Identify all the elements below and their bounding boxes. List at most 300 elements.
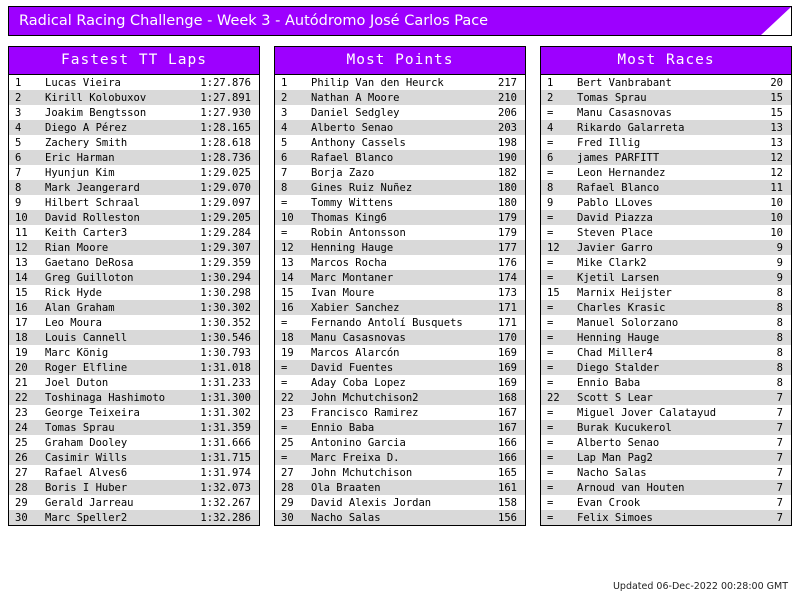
table-row (541, 465, 791, 480)
row-value: 167 (498, 406, 517, 419)
row-position: 27 (281, 466, 294, 479)
table-row (275, 270, 525, 285)
row-position: 19 (15, 346, 28, 359)
row-position: 23 (15, 406, 28, 419)
table-row (275, 405, 525, 420)
row-driver-name: George Teixeira (45, 406, 140, 419)
column-fastest-tt-laps (8, 46, 260, 526)
table-row (541, 420, 791, 435)
row-value: 9 (776, 241, 783, 254)
row-driver-name: Marc Freixa D. (311, 451, 400, 464)
row-driver-name: Marc König (45, 346, 109, 359)
row-position: 16 (281, 301, 294, 314)
row-driver-name: Marnix Heijster (577, 286, 672, 299)
row-position: = (547, 466, 554, 479)
row-driver-name: Rafael Alves6 (45, 466, 128, 479)
table-row (275, 480, 525, 495)
row-driver-name: james PARFITT (577, 151, 660, 164)
row-driver-name: Tomas Sprau (577, 91, 647, 104)
row-value: 1:27.930 (200, 106, 251, 119)
row-position: = (547, 421, 554, 434)
row-driver-name: Philip Van den Heurck (311, 76, 444, 89)
row-position: 6 (547, 151, 554, 164)
row-value: 173 (498, 286, 517, 299)
table-row (9, 195, 259, 210)
row-position: = (547, 481, 554, 494)
row-driver-name: David Rolleston (45, 211, 140, 224)
row-position: 25 (281, 436, 294, 449)
table-row (9, 300, 259, 315)
row-position: 29 (15, 496, 28, 509)
row-driver-name: Leo Moura (45, 316, 102, 329)
row-value: 15 (770, 91, 783, 104)
table-row (541, 75, 791, 90)
row-value: 11 (770, 181, 783, 194)
row-driver-name: Graham Dooley (45, 436, 128, 449)
row-position: 1 (547, 76, 554, 89)
row-driver-name: Nacho Salas (311, 511, 381, 524)
row-value: 13 (770, 136, 783, 149)
row-position: 18 (15, 331, 28, 344)
row-position: 11 (15, 226, 28, 239)
row-value: 8 (776, 301, 783, 314)
row-value: 1:30.302 (200, 301, 251, 314)
table-row (275, 465, 525, 480)
row-position: 4 (281, 121, 288, 134)
table-row (9, 375, 259, 390)
row-driver-name: Tomas Sprau (45, 421, 115, 434)
table-row (9, 330, 259, 345)
row-driver-name: Chad Miller4 (577, 346, 653, 359)
table-row (9, 480, 259, 495)
row-position: 2 (281, 91, 288, 104)
row-driver-name: Rafael Blanco (311, 151, 394, 164)
row-value: 1:29.307 (200, 241, 251, 254)
row-position: 27 (15, 466, 28, 479)
row-driver-name: Ennio Baba (577, 376, 641, 389)
table-row (541, 360, 791, 375)
row-driver-name: Keith Carter3 (45, 226, 128, 239)
row-position: 1 (15, 76, 22, 89)
row-driver-name: Bert Vanbrabant (577, 76, 672, 89)
row-position: 24 (15, 421, 28, 434)
row-position: 17 (15, 316, 28, 329)
table-row (275, 105, 525, 120)
row-driver-name: David Piazza (577, 211, 653, 224)
row-driver-name: Felix Simoes (577, 511, 653, 524)
table-row (541, 345, 791, 360)
title-bar-corner-notch (761, 7, 791, 35)
row-driver-name: Alan Graham (45, 301, 115, 314)
row-value: 1:29.359 (200, 256, 251, 269)
row-value: 169 (498, 361, 517, 374)
row-position: 8 (547, 181, 554, 194)
table-row (541, 90, 791, 105)
table-row (541, 105, 791, 120)
table-row (275, 135, 525, 150)
row-position: 12 (281, 241, 294, 254)
table-row (275, 210, 525, 225)
table-row (9, 450, 259, 465)
row-driver-name: Mike Clark2 (577, 256, 647, 269)
row-driver-name: Burak Kucukerol (577, 421, 672, 434)
row-driver-name: Boris I Huber (45, 481, 128, 494)
table-row (275, 315, 525, 330)
row-value: 7 (776, 406, 783, 419)
row-value: 180 (498, 196, 517, 209)
row-position: = (547, 346, 554, 359)
row-driver-name: Nathan A Moore (311, 91, 400, 104)
row-position: = (547, 256, 554, 269)
table-row (541, 120, 791, 135)
table-row (275, 420, 525, 435)
row-position: 26 (15, 451, 28, 464)
table-row (9, 105, 259, 120)
row-value: 169 (498, 346, 517, 359)
row-position: 20 (15, 361, 28, 374)
row-position: 21 (15, 376, 28, 389)
row-value: 174 (498, 271, 517, 284)
row-position: 5 (281, 136, 288, 149)
row-driver-name: Hyunjun Kim (45, 166, 115, 179)
row-value: 171 (498, 316, 517, 329)
row-driver-name: Joel Duton (45, 376, 109, 389)
row-position: 7 (15, 166, 22, 179)
row-value: 10 (770, 226, 783, 239)
row-position: 16 (15, 301, 28, 314)
row-position: 28 (281, 481, 294, 494)
row-value: 1:30.298 (200, 286, 251, 299)
row-driver-name: Gines Ruiz Nuñez (311, 181, 413, 194)
row-position: = (547, 211, 554, 224)
row-driver-name: Nacho Salas (577, 466, 647, 479)
row-driver-name: Toshinaga Hashimoto (45, 391, 166, 404)
table-row (541, 390, 791, 405)
table-row (9, 150, 259, 165)
row-value: 8 (776, 376, 783, 389)
row-driver-name: Eric Harman (45, 151, 115, 164)
row-value: 203 (498, 121, 517, 134)
table-fastest-tt-laps (9, 75, 259, 525)
row-driver-name: David Alexis Jordan (311, 496, 432, 509)
row-value: 1:31.233 (200, 376, 251, 389)
row-value: 161 (498, 481, 517, 494)
row-driver-name: John Mchutchison2 (311, 391, 419, 404)
table-row (9, 210, 259, 225)
row-driver-name: Henning Hauge (311, 241, 394, 254)
row-driver-name: Rick Hyde (45, 286, 102, 299)
row-position: 12 (547, 241, 560, 254)
row-driver-name: Marc Montaner (311, 271, 394, 284)
table-row (9, 360, 259, 375)
row-driver-name: Thomas King6 (311, 211, 387, 224)
row-driver-name: Xabier Sanchez (311, 301, 400, 314)
table-row (541, 180, 791, 195)
table-row (275, 120, 525, 135)
row-value: 179 (498, 211, 517, 224)
row-driver-name: Daniel Sedgley (311, 106, 400, 119)
row-position: 6 (15, 151, 22, 164)
row-driver-name: Tommy Wittens (311, 196, 394, 209)
table-row (541, 240, 791, 255)
row-position: = (281, 376, 288, 389)
row-driver-name: Leon Hernandez (577, 166, 666, 179)
row-value: 1:30.546 (200, 331, 251, 344)
row-position: 10 (281, 211, 294, 224)
row-position: = (547, 451, 554, 464)
row-position: 15 (15, 286, 28, 299)
row-value: 177 (498, 241, 517, 254)
row-position: 22 (15, 391, 28, 404)
row-value: 20 (770, 76, 783, 89)
row-value: 10 (770, 211, 783, 224)
row-position: = (547, 316, 554, 329)
row-position: 13 (281, 256, 294, 269)
row-position: 8 (15, 181, 22, 194)
row-value: 1:31.359 (200, 421, 251, 434)
row-driver-name: Manu Casasnovas (577, 106, 672, 119)
row-driver-name: Lap Man Pag2 (577, 451, 653, 464)
table-row (275, 300, 525, 315)
table-row (9, 180, 259, 195)
row-value: 1:31.302 (200, 406, 251, 419)
row-position: = (547, 271, 554, 284)
table-row (275, 225, 525, 240)
row-value: 8 (776, 346, 783, 359)
row-driver-name: Rafael Blanco (577, 181, 660, 194)
row-value: 182 (498, 166, 517, 179)
row-value: 156 (498, 511, 517, 524)
row-position: 3 (281, 106, 288, 119)
row-position: 22 (547, 391, 560, 404)
row-value: 217 (498, 76, 517, 89)
table-row (541, 435, 791, 450)
row-value: 165 (498, 466, 517, 479)
row-driver-name: Kirill Kolobuxov (45, 91, 147, 104)
row-position: = (547, 361, 554, 374)
row-driver-name: Manuel Solorzano (577, 316, 679, 329)
row-position: = (281, 196, 288, 209)
table-row (541, 480, 791, 495)
row-value: 179 (498, 226, 517, 239)
table-row (9, 405, 259, 420)
column-title-most-points: Most Points (275, 47, 525, 75)
row-driver-name: Miguel Jover Calatayud (577, 406, 717, 419)
row-position: 30 (15, 511, 28, 524)
row-value: 1:27.891 (200, 91, 251, 104)
table-row (9, 120, 259, 135)
column-title-most-races: Most Races (541, 47, 791, 75)
row-driver-name: Borja Zazo (311, 166, 375, 179)
page-title: Radical Racing Challenge - Week 3 - Autódromo José Carlos Pace (19, 13, 489, 29)
row-position: = (547, 136, 554, 149)
table-row (9, 435, 259, 450)
table-row (275, 75, 525, 90)
row-value: 1:31.974 (200, 466, 251, 479)
row-position: = (547, 496, 554, 509)
row-position: 14 (281, 271, 294, 284)
row-position: 10 (15, 211, 28, 224)
row-driver-name: Aday Coba Lopez (311, 376, 406, 389)
row-value: 1:29.097 (200, 196, 251, 209)
row-value: 169 (498, 376, 517, 389)
row-position: 5 (15, 136, 22, 149)
table-row (541, 210, 791, 225)
table-row (9, 240, 259, 255)
row-driver-name: Marc Speller2 (45, 511, 128, 524)
row-value: 210 (498, 91, 517, 104)
row-position: 19 (281, 346, 294, 359)
table-row (541, 405, 791, 420)
row-value: 9 (776, 256, 783, 269)
row-driver-name: Evan Crook (577, 496, 641, 509)
row-value: 171 (498, 301, 517, 314)
row-value: 166 (498, 436, 517, 449)
row-value: 1:29.205 (200, 211, 251, 224)
row-position: 12 (15, 241, 28, 254)
table-row (541, 495, 791, 510)
row-position: = (547, 436, 554, 449)
row-value: 1:32.073 (200, 481, 251, 494)
table-row (541, 255, 791, 270)
row-driver-name: David Fuentes (311, 361, 394, 374)
row-value: 206 (498, 106, 517, 119)
table-row (9, 345, 259, 360)
row-driver-name: Alberto Senao (311, 121, 394, 134)
table-row (275, 180, 525, 195)
row-position: = (547, 511, 554, 524)
row-position: 1 (281, 76, 288, 89)
row-driver-name: Hilbert Schraal (45, 196, 140, 209)
row-value: 1:29.070 (200, 181, 251, 194)
row-value: 8 (776, 316, 783, 329)
row-value: 12 (770, 151, 783, 164)
row-position: 14 (15, 271, 28, 284)
row-position: 29 (281, 496, 294, 509)
row-driver-name: Steven Place (577, 226, 653, 239)
table-row (541, 165, 791, 180)
table-row (275, 150, 525, 165)
table-row (9, 270, 259, 285)
row-value: 7 (776, 496, 783, 509)
row-position: 15 (281, 286, 294, 299)
table-row (275, 390, 525, 405)
row-value: 190 (498, 151, 517, 164)
table-row (9, 285, 259, 300)
row-position: = (281, 361, 288, 374)
row-driver-name: Robin Antonsson (311, 226, 406, 239)
row-position: 25 (15, 436, 28, 449)
column-most-races (540, 46, 792, 526)
row-value: 1:29.025 (200, 166, 251, 179)
row-position: 13 (15, 256, 28, 269)
row-value: 1:31.018 (200, 361, 251, 374)
table-row (275, 90, 525, 105)
table-row (9, 420, 259, 435)
row-driver-name: Scott S Lear (577, 391, 653, 404)
row-value: 1:30.352 (200, 316, 251, 329)
row-driver-name: Marcos Alarcón (311, 346, 400, 359)
row-driver-name: Javier Garro (577, 241, 653, 254)
row-driver-name: Casimir Wills (45, 451, 128, 464)
row-value: 8 (776, 331, 783, 344)
row-value: 1:32.286 (200, 511, 251, 524)
row-driver-name: Zachery Smith (45, 136, 128, 149)
table-row (9, 315, 259, 330)
row-value: 168 (498, 391, 517, 404)
row-value: 1:32.267 (200, 496, 251, 509)
row-position: 6 (281, 151, 288, 164)
row-value: 1:27.876 (200, 76, 251, 89)
row-value: 158 (498, 496, 517, 509)
row-value: 7 (776, 421, 783, 434)
row-value: 1:28.736 (200, 151, 251, 164)
row-position: 2 (15, 91, 22, 104)
row-position: = (547, 106, 554, 119)
row-value: 15 (770, 106, 783, 119)
table-row (275, 495, 525, 510)
row-value: 1:31.666 (200, 436, 251, 449)
row-value: 176 (498, 256, 517, 269)
table-row (9, 510, 259, 525)
table-row (275, 435, 525, 450)
row-position: = (547, 331, 554, 344)
row-driver-name: Kjetil Larsen (577, 271, 660, 284)
table-row (541, 300, 791, 315)
table-row (541, 225, 791, 240)
row-driver-name: Gaetano DeRosa (45, 256, 134, 269)
row-position: 9 (15, 196, 22, 209)
table-row (275, 195, 525, 210)
row-position: 30 (281, 511, 294, 524)
table-row (541, 150, 791, 165)
table-row (541, 330, 791, 345)
row-position: = (281, 226, 288, 239)
table-row (541, 285, 791, 300)
row-value: 7 (776, 436, 783, 449)
row-driver-name: Joakim Bengtsson (45, 106, 147, 119)
row-value: 9 (776, 271, 783, 284)
row-position: 4 (547, 121, 554, 134)
table-row (541, 135, 791, 150)
row-driver-name: Fernando Antolí Busquets (311, 316, 463, 329)
row-driver-name: Diego A Pérez (45, 121, 128, 134)
row-value: 1:28.165 (200, 121, 251, 134)
row-driver-name: Pablo LLoves (577, 196, 653, 209)
row-position: 15 (547, 286, 560, 299)
table-row (275, 510, 525, 525)
row-value: 8 (776, 361, 783, 374)
table-row (275, 360, 525, 375)
row-driver-name: Alberto Senao (577, 436, 660, 449)
table-row (541, 510, 791, 525)
table-row (541, 450, 791, 465)
row-driver-name: Gerald Jarreau (45, 496, 134, 509)
row-position: = (281, 316, 288, 329)
table-row (541, 375, 791, 390)
row-position: 18 (281, 331, 294, 344)
column-title-fastest-tt-laps: Fastest TT Laps (9, 47, 259, 75)
row-position: = (281, 421, 288, 434)
table-row (9, 225, 259, 240)
leaderboard-columns (8, 46, 792, 526)
table-row (9, 165, 259, 180)
row-value: 7 (776, 511, 783, 524)
row-driver-name: Francisco Ramirez (311, 406, 419, 419)
table-row (275, 285, 525, 300)
row-driver-name: Greg Guilloton (45, 271, 134, 284)
column-most-points (274, 46, 526, 526)
